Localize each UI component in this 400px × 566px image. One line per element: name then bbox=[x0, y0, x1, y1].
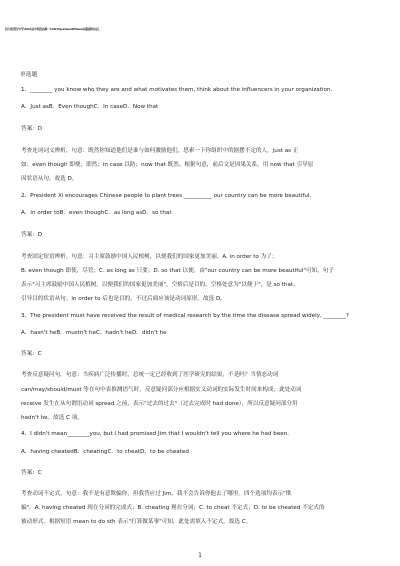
question-2-options: A．in order toB．even thoughC．as long asD．so that bbox=[21, 210, 172, 216]
question-2-stem: 2、President Xi encourages Chinese people to plant trees __________ our country can be more beautiful. bbox=[21, 193, 312, 199]
question-2-explanation-line: 引导目的状语从句；in order to 后也是目的，不过后面应该是动词原形。故选 D。 bbox=[21, 296, 226, 302]
question-3-explanation-line: can/may/should/must 等在句中表推测语气时，反意疑问部分应根据实义动词的实际发生时间来构成；此处动词 bbox=[21, 387, 302, 393]
question-3-options: A．hasn't heB．mustn't heC．hadn't heD．didn't he bbox=[21, 330, 167, 336]
question-1-answer: 答案：D bbox=[21, 126, 43, 132]
question-2-explanation-line: B. even though 即使，尽管；C. as long as 只要；D. so that 以便，由"our country can be more beautiful"可知，句子 bbox=[21, 268, 334, 274]
question-3-explanation-line: hadn't he。故选 C 项。 bbox=[21, 415, 83, 421]
page-number: 1 bbox=[198, 552, 202, 559]
question-3-answer: 答案：C bbox=[21, 351, 42, 357]
document-title: 四川省部分中学2023高中英语必修一Unit3SportsandFitness易混淆知识点 bbox=[5, 27, 100, 31]
question-4-answer: 答案：C bbox=[21, 470, 42, 476]
question-1-explanation-line: 考查连词词义辨析，句意：既然你知道他们是谁与如何激励他们，思索一下你组织中的据摆不定的人。just as 正 bbox=[21, 148, 299, 154]
question-1-explanation-line: 如；even though 即便；即然；in case 以防；now that 既然。根据句意，前后文是因果关系，用 now that 引导原 bbox=[21, 162, 314, 168]
question-3-explanation-line: receive 发生在从句谓语动词 spread 之前，表示"过去的过去"（过去完成时 had done），所以反意疑问部分用 bbox=[21, 401, 298, 407]
question-3-explanation-line: 考查反意疑问句。句意：当疾病广泛传播时，总统一定已经收到了医学研究的结果，不是吗？当情态动词 bbox=[21, 372, 279, 378]
question-1-options: A．Just asB．Even thoughC．In caseD．Now that bbox=[21, 104, 159, 110]
question-4-explanation-line: 骗"。A. having cheated 现在分词的完成式；B. cheating 现在分词；C. to cheat 不定式；D. to be cheated 不定式的 bbox=[21, 505, 325, 511]
question-1-explanation-line: 因状语从句，故选 D。 bbox=[21, 176, 78, 182]
question-4-options: A．having cheatedB．cheatingC．to cheatD．to be cheated bbox=[21, 449, 189, 455]
question-4-explanation-line: 被动形式。根据短语 mean to do sth 表示"打算做某事"可知，此处需填入不定式。故选 C。 bbox=[21, 519, 252, 525]
question-1-stem: 1、________ you know who they are and what motivates them, think about the influencers in your organization. bbox=[21, 87, 333, 93]
section-heading: 单选题 bbox=[20, 72, 38, 78]
question-2-explanation-line: 表示"习主席鼓励中国人民植树，以便我们的国家更加美丽"，空格后是目的，空格处意为"以便于"，是 so that， bbox=[21, 282, 299, 288]
question-3-stem: 3、The president must have received the result of medical research by the time the disease spread widely, ________? bbox=[21, 313, 349, 319]
question-4-stem: 4、I didn't mean________you, but I had promised Jim that I wouldn't tell you where he had been. bbox=[21, 431, 290, 437]
question-2-answer: 答案：D bbox=[21, 232, 43, 238]
question-2-explanation-line: 考查固定短语辨析。句意：习主席鼓励中国人民植树，以便我们的国家更加美丽。A. in order to 为了； bbox=[21, 254, 278, 260]
question-4-explanation-line: 考查动词不定式。句意：我不是有意欺骗你，但我答应过 Jim，我不会告诉你他去了哪里。四个选项均表示"欺 bbox=[21, 491, 292, 497]
